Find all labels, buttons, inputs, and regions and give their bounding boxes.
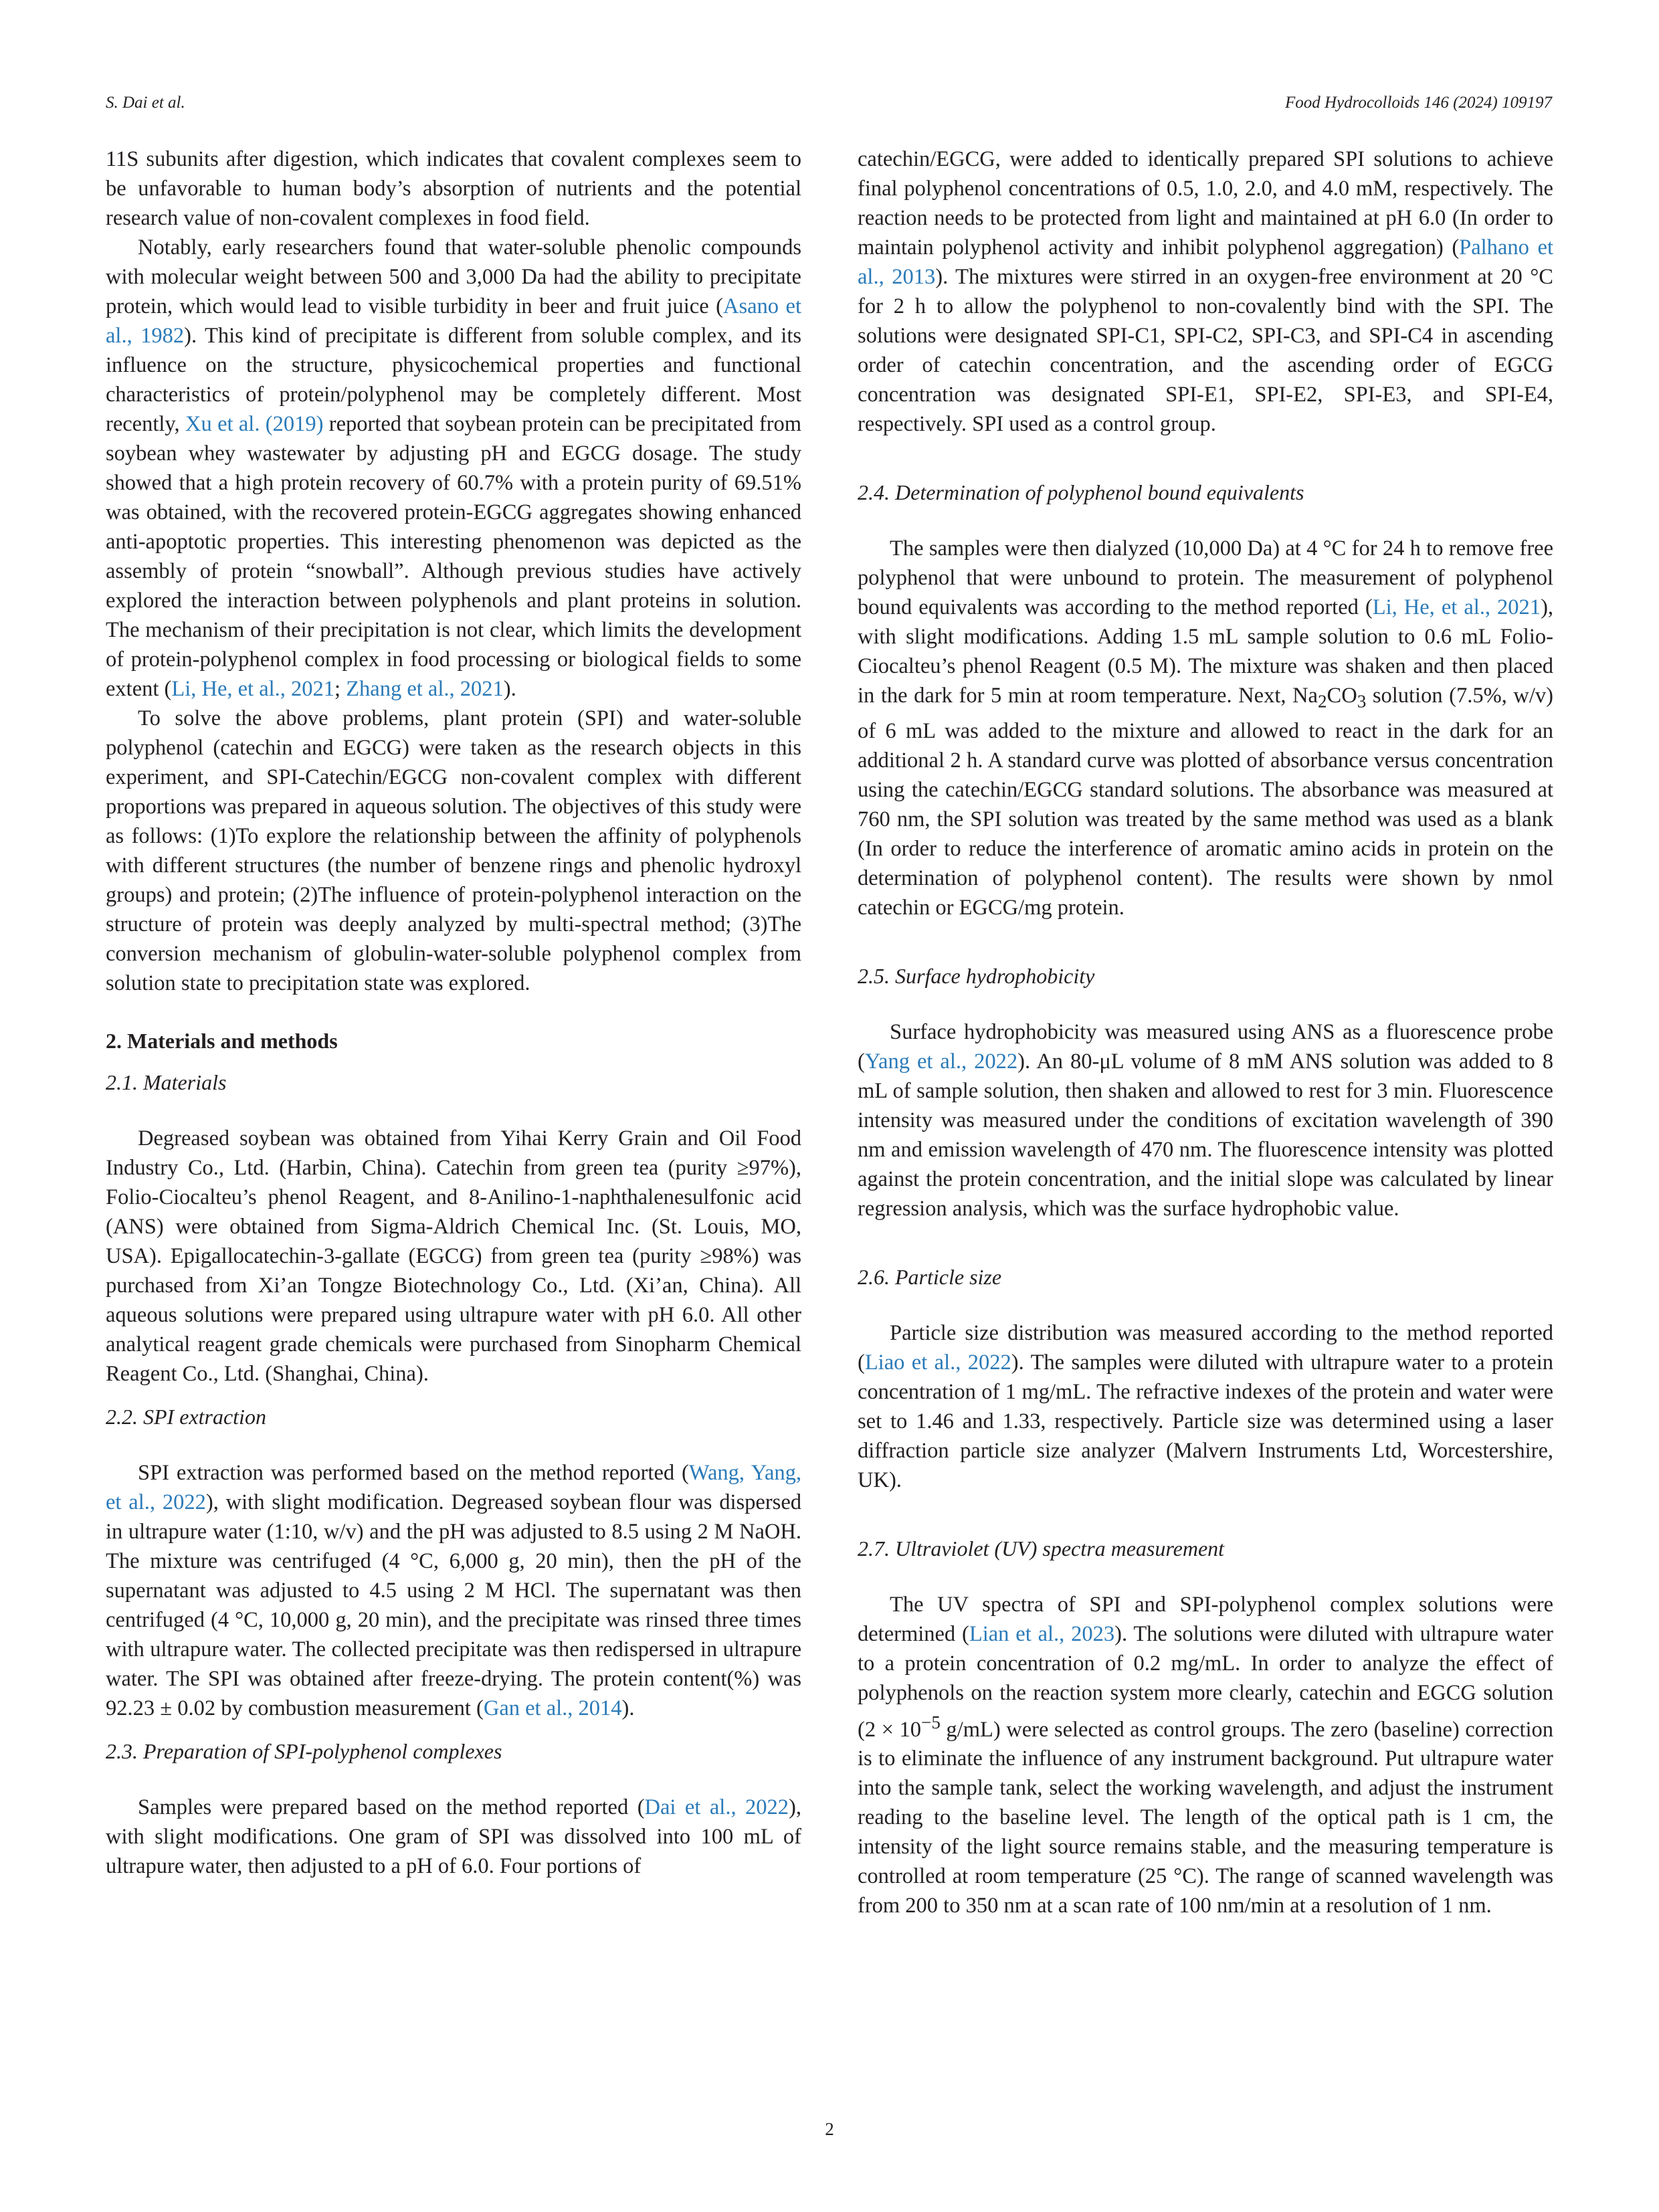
text-segment: g/mL) were selected as control groups. The zero (baseline) correction is to eliminate the influence of any instrument background. Put ultrapure water into the sample tank, select the working wavelength, and adjust the instrument reading to the baseline level. The length of the optical path is 1 cm, the intensity of the light source remains stable, and the measuring temperature is controlled at room temperature (25 °C). The range of scanned wavelength was from 200 to 350 nm at a scan rate of 100 nm/min at a resolution of 1 nm.: [858, 1717, 1554, 1918]
text-segment: ). The solutions were diluted with ultrapure water to a protein concentration of 0.2 mg/mL. In order to analyze the effect of polyphenols on the reaction system more clearly, catechin and EGCG solution (2 × 10: [858, 1621, 1553, 1742]
paragraph-objectives: To solve the above problems, plant protein (SPI) and water-soluble polyphenol (catechin and EGCG) were taken as the research objects in this experiment, and SPI-Catechin/EGCG non-covalent complex with different proportions was prepared in aqueous solution. The objectives of this study were as follows: (1)To explore the relationship between the affinity of polyphenols with different structures (the number of benzene rings and phenolic hydroxyl groups) and protein; (2)The influence of protein-polyphenol interaction on the structure of protein was deeply analyzed by multi-spectral method; (3)The conversion mechanism of globulin-water-soluble polyphenol complex from solution state to precipitation state was explored.: [106, 706, 801, 995]
paragraph-intro-continuation: 11S subunits after digestion, which indicates that covalent complexes seem to be unfavorable to human body’s absorption of nutrients and the potential research value of non-covalent complexes in food field.: [106, 147, 801, 230]
section-heading: 2. Materials and methods: [106, 1029, 338, 1053]
subscript: 3: [1357, 691, 1367, 712]
citation-link[interactable]: Xu et al. (2019): [185, 412, 324, 436]
text-segment: Na: [1292, 684, 1318, 708]
citation-link[interactable]: Yang et al., 2022: [864, 1049, 1018, 1074]
subsection-heading: 2.7. Ultraviolet (UV) spectra measurement: [858, 1536, 1225, 1561]
paragraph-bound-equivalents: [858, 534, 1553, 922]
paragraph-uv-spectra: [858, 1590, 1553, 1921]
text-segment: The samples were then dialyzed (10,000 Da) at 4 °C for 24 h to remove free polyphenol that were unbound to protein. The measurement of polyphenol bound equivalents was according to the method reported (: [858, 536, 1553, 619]
text-segment: SPI extraction was performed based on the method reported (: [138, 1461, 689, 1485]
subsection-heading: 2.6. Particle size: [858, 1264, 1002, 1289]
page-number: 2: [825, 2119, 834, 2139]
text-segment: ). This kind of precipitate is different from soluble complex, and its influence on the structure, physicochemical properties and functional characteristics of protein/polyphenol may be completely different. Most recently,: [106, 324, 801, 436]
paragraph-complex-preparation-continued: [858, 144, 1553, 439]
text-segment: CO: [1327, 684, 1357, 708]
citation-link[interactable]: Liao et al., 2022: [864, 1350, 1011, 1375]
subsection-heading: 2.2. SPI extraction: [106, 1405, 266, 1429]
citation-link[interactable]: Gan et al., 2014: [483, 1696, 622, 1720]
running-header-journal: Food Hydrocolloids 146 (2024) 109197: [1284, 94, 1552, 112]
text-segment: Notably, early researchers found that water-soluble phenolic compounds with molecular weight between 500 and 3,000 Da had the ability to precipitate protein, which would lead to visible turbidity in beer and fruit juice (: [106, 235, 801, 318]
text-segment: Samples were prepared based on the method reported (: [138, 1795, 645, 1819]
paragraph-precipitation-background: [106, 233, 801, 704]
text-segment: ). The samples were diluted with ultrapure water to a protein concentration of 1 mg/mL. The refractive indexes of the protein and water were set to 1.46 and 1.33, respectively. Particle size was determined using a laser diffraction particle size analyzer (Malvern Instruments Ltd, Worcestershire, UK).: [858, 1350, 1553, 1492]
text-segment: ;: [334, 677, 347, 701]
text-segment: Particle size distribution was measured according to the method reported (: [858, 1320, 1553, 1375]
citation-link[interactable]: Zhang et al., 2021: [346, 677, 504, 701]
paragraph-materials: Degreased soybean was obtained from Yihai Kerry Grain and Oil Food Industry Co., Ltd. (Harbin, China). Catechin from green tea (purity ≥97%), Folio-Ciocalteu’s phenol Reagent, and 8-Anilino-1-naphthalenesulfonic acid (ANS) were obtained from Sigma-Aldrich Chemical Inc. (St. Louis, MO, USA). Epigallocatechin-3-gallate (EGCG) from green tea (purity ≥98%) was purchased from Xi’an Tongze Biotechnology Co., Ltd. (Xi’an, China). All aqueous solutions were prepared using ultrapure water with pH 6.0. All other analytical reagent grade chemicals were purchased from Sinopharm Chemical Reagent Co., Ltd. (Shanghai, China).: [106, 1126, 801, 1386]
citation-link[interactable]: Lian et al., 2023: [969, 1621, 1115, 1646]
superscript: −5: [921, 1712, 941, 1732]
text-segment: ), with slight modifications. One gram of SPI was dissolved into 100 mL of ultrapure water, then adjusted to a pH of 6.0. Four portions of: [106, 1795, 801, 1878]
citation-link[interactable]: Palhano et al., 2013: [858, 235, 1553, 289]
citation-link[interactable]: Li, He, et al., 2021: [171, 677, 335, 701]
text-segment: ).: [503, 677, 516, 701]
citation-link[interactable]: Wang, Yang, et al., 2022: [106, 1461, 801, 1514]
chemical-formula: [1292, 684, 1367, 712]
subsection-heading: 2.5. Surface hydrophobicity: [858, 963, 1095, 988]
paragraph-surface-hydrophobicity: [858, 1017, 1553, 1223]
running-header-authors: S. Dai et al.: [106, 94, 185, 112]
left-column: [106, 144, 801, 1881]
subsection-heading: 2.1. Materials: [106, 1070, 227, 1094]
text-segment: ).: [621, 1696, 635, 1720]
citation-link[interactable]: Li, He, et al., 2021: [1372, 595, 1541, 619]
text-segment: catechin/EGCG, were added to identically prepared SPI solutions to achieve final polyphenol concentrations of 0.5, 1.0, 2.0, and 4.0 mM, respectively. The reaction needs to be protected from light and maintained at pH 6.0 (In order to maintain polyphenol activity and inhibit polyphenol aggregation) (: [858, 147, 1553, 260]
paragraph-particle-size: [858, 1318, 1553, 1495]
citation-link[interactable]: Asano et al., 1982: [106, 294, 802, 348]
citation-link[interactable]: Dai et al., 2022: [644, 1795, 789, 1819]
text-segment: solution (7.5%, w/v) of 6 mL was added to the mixture and allowed to react in the dark for an additional 2 h. A standard curve was plotted of absorbance versus concentration using the catechin/EGCG standard solutions. The absorbance was measured at 760 nm, the SPI solution was treated by the same method was used as a blank (In order to reduce the interference of aromatic amino acids in protein on the determination of polyphenol content). The results were shown by nmol catechin or EGCG/mg protein.: [858, 684, 1553, 920]
text-segment: ). An 80-μL volume of 8 mM ANS solution was added to 8 mL of sample solution, then shaken and allowed to rest for 3 min. Fluorescence intensity was measured under the conditions of excitation wavelength of 390 nm and emission wavelength of 470 nm. The fluorescence intensity was plotted against the protein concentration, and the initial slope was calculated by linear regression analysis, which was the surface hydrophobic value.: [858, 1049, 1553, 1221]
text-segment: ). The mixtures were stirred in an oxygen-free environment at 20 °C for 2 h to allow the polyphenol to non-covalently bind with the SPI. The solutions were designated SPI-C1, SPI-C2, SPI-C3, and SPI-C4 in ascending order of catechin concentration, and the ascending order of EGCG concentration was designated SPI-E1, SPI-E2, SPI-E3, and SPI-E4, respectively. SPI used as a control group.: [858, 265, 1553, 436]
text-segment: The UV spectra of SPI and SPI-polyphenol complex solutions were determined (: [858, 1592, 1553, 1646]
right-column: [858, 144, 1553, 1920]
subscript: 2: [1317, 691, 1327, 712]
text-segment: Surface hydrophobicity was measured using ANS as a fluorescence probe (: [858, 1019, 1553, 1074]
text-segment: ), with slight modifications. Adding 1.5 mL sample solution to 0.6 mL Folio-Ciocalteu’s phenol Reagent (0.5 M). The mixture was shaken and then placed in the dark for 5 min at room temperature. Next,: [858, 595, 1554, 708]
subsection-heading: 2.3. Preparation of SPI-polyphenol complexes: [106, 1739, 502, 1763]
subsection-heading: 2.4. Determination of polyphenol bound equivalents: [858, 480, 1304, 504]
paragraph-complex-preparation: [106, 1793, 801, 1881]
text-segment: reported that soybean protein can be precipitated from soybean whey wastewater by adjusting pH and EGCG dosage. The study showed that a high protein recovery of 60.7% with a protein purity of 69.51% was obtained, with the recovered protein-EGCG aggregates showing enhanced anti-apoptotic properties. This interesting phenomenon was depicted as the assembly of protein “snowball”. Although previous studies have actively explored the interaction between polyphenols and plant proteins in solution. The mechanism of their precipitation is not clear, which limits the development of protein-polyphenol complex in food processing or biological fields to some extent (: [106, 412, 802, 701]
paragraph-spi-extraction: [106, 1458, 801, 1723]
text-segment: ), with slight modification. Degreased soybean flour was dispersed in ultrapure water (1:10, w/v) and the pH was adjusted to 8.5 using 2 M NaOH. The mixture was centrifuged (4 °C, 6,000 g, 20 min), then the pH of the supernatant was adjusted to 4.5 using 2 M HCl. The supernatant was then centrifuged (4 °C, 10,000 g, 20 min), and the precipitate was rinsed three times with ultrapure water. The collected precipitate was then redispersed in ultrapure water. The SPI was obtained after freeze-drying. The protein content(%) was 92.23 ± 0.02 by combustion measurement (: [106, 1490, 801, 1720]
